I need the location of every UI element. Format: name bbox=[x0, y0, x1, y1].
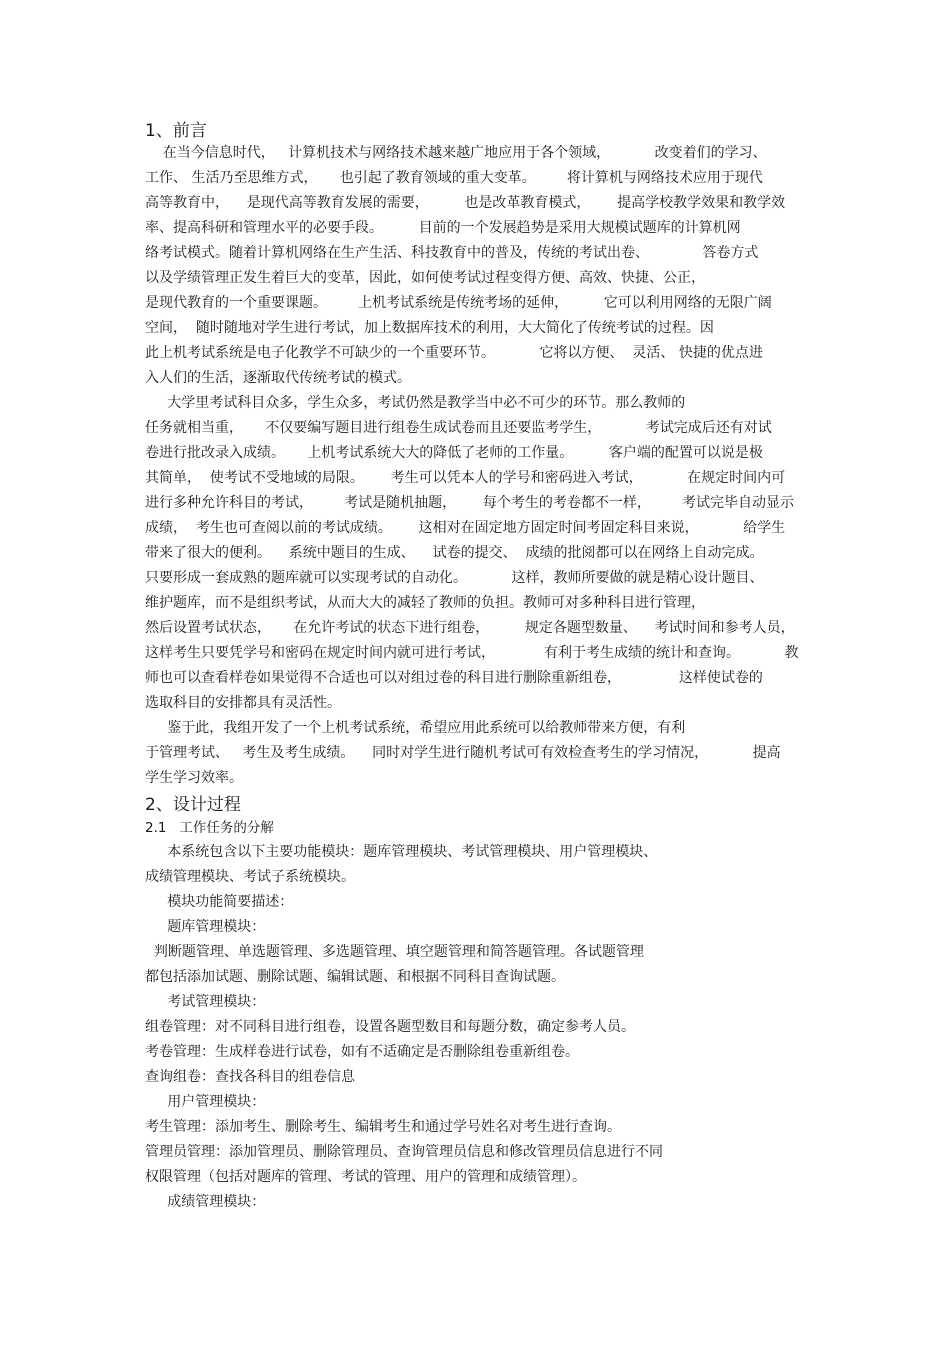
paragraph-line: 考生管理：添加考生、删除考生、编辑考生和通过学号姓名对考生进行查询。 bbox=[145, 1119, 621, 1135]
paragraph-line: 学生学习效率。 bbox=[145, 770, 243, 786]
subsection-heading-task-decomposition: 2.1 工作任务的分解 bbox=[145, 820, 274, 836]
paragraph-line: 于管理考试、 考生及考生成绩。 同时对学生进行随机考试可有效检查考生的学习情况， 提高 bbox=[145, 745, 781, 761]
paragraph-line: 都包括添加试题、删除试题、编辑试题、和根据不同科目查询试题。 bbox=[145, 969, 565, 985]
paragraph-line: 只要形成一套成熟的题库就可以实现考试的自动化。 这样，教师所要做的就是精心设计题目、 bbox=[145, 570, 764, 586]
paragraph-line: 模块功能简要描述： bbox=[145, 894, 294, 910]
paragraph-line: 络考试模式。随着计算机网络在生产生活、科技教育中的普及，传统的考试出卷、 答卷方式 bbox=[145, 245, 759, 261]
paragraph-line: 成绩管理模块、考试子系统模块。 bbox=[145, 869, 355, 885]
paragraph-line: 工作、 生活乃至思维方式， 也引起了教育领域的重大变革。 将计算机与网络技术应用于现代 bbox=[145, 170, 763, 186]
paragraph-line: 本系统包含以下主要功能模块：题库管理模块、考试管理模块、用户管理模块、 bbox=[145, 844, 658, 860]
paragraph-line: 用户管理模块： bbox=[145, 1094, 266, 1110]
paragraph-line: 考试管理模块： bbox=[145, 994, 266, 1010]
paragraph-line: 组卷管理：对不同科目进行组卷，设置各题型数目和每题分数，确定参考人员。 bbox=[145, 1019, 635, 1035]
paragraph-line: 此上机考试系统是电子化教学不可缺少的一个重要环节。 它将以方便、 灵活、 快捷的优点进 bbox=[145, 345, 763, 361]
paragraph-line: 鉴于此，我组开发了一个上机考试系统，希望应用此系统可以给教师带来方便，有利 bbox=[145, 720, 686, 736]
paragraph-line: 考卷管理：生成样卷进行试卷，如有不适确定是否删除组卷重新组卷。 bbox=[145, 1044, 579, 1060]
paragraph-line: 然后设置考试状态， 在允许考试的状态下进行组卷， 规定各题型数量、 考试时间和参考人员， bbox=[145, 620, 795, 636]
paragraph-line: 带来了很大的便利。 系统中题目的生成、 试卷的提交、 成绩的批阅都可以在网络上自动完成。 bbox=[145, 545, 764, 561]
paragraph-line: 维护题库，而不是组织考试，从而大大的减轻了教师的负担。教师可对多种科目进行管理， bbox=[145, 595, 705, 611]
paragraph-line: 判断题管理、单选题管理、多选题管理、填空题管理和简答题管理。各试题管理 bbox=[145, 944, 644, 960]
paragraph-line: 以及学绩管理正发生着巨大的变革，因此，如何使考试过程变得方便、高效、快捷、公正， bbox=[145, 270, 705, 286]
paragraph-line: 在当今信息时代， 计算机技术与网络技术越来越广地应用于各个领域， 改变着们的学习、 bbox=[145, 145, 767, 161]
paragraph-line: 空间， 随时随地对学生进行考试，加上数据库技术的利用，大大简化了传统考试的过程。因 bbox=[145, 320, 714, 336]
paragraph-line: 这样考生只要凭学号和密码在规定时间内就可进行考试， 有利于考生成绩的统计和查询。 教 bbox=[145, 645, 799, 661]
paragraph-line: 高等教育中， 是现代高等教育发展的需要， 也是改革教育模式， 提高学校教学效果和教学效 bbox=[145, 195, 786, 211]
paragraph-line: 题库管理模块： bbox=[145, 919, 266, 935]
paragraph-line: 成绩管理模块： bbox=[145, 1194, 266, 1210]
paragraph-line: 率、提高科研和管理水平的必要手段。 目前的一个发展趋势是采用大规模试题库的计算机网 bbox=[145, 220, 741, 236]
paragraph-line: 任务就相当重， 不仅要编写题目进行组卷生成试卷而且还要监考学生， 考试完成后还有对试 bbox=[145, 420, 772, 436]
paragraph-line: 选取科目的安排都具有灵活性。 bbox=[145, 695, 341, 711]
paragraph-line: 其简单， 使考试不受地域的局限。 考生可以凭本人的学号和密码进入考试， 在规定时间内可 bbox=[145, 470, 786, 486]
paragraph-line: 入人们的生活，逐渐取代传统考试的模式。 bbox=[145, 370, 411, 386]
paragraph-line: 成绩， 考生也可查阅以前的考试成绩。 这相对在固定地方固定时间考固定科目来说， 给学生 bbox=[145, 520, 786, 536]
section-heading-preface: 1、前言 bbox=[145, 121, 207, 141]
paragraph-line: 进行多种允许科目的考试， 考试是随机抽题， 每个考生的考卷都不一样， 考试完毕自动显示 bbox=[145, 495, 795, 511]
paragraph-line: 权限管理（包括对题库的管理、考试的管理、用户的管理和成绩管理）。 bbox=[145, 1169, 586, 1185]
paragraph-line: 是现代教育的一个重要课题。 上机考试系统是传统考场的延伸， 它可以利用网络的无限广阔 bbox=[145, 295, 772, 311]
paragraph-line: 管理员管理：添加管理员、删除管理员、查询管理员信息和修改管理员信息进行不同 bbox=[145, 1144, 663, 1160]
paragraph-line: 师也可以查看样卷如果觉得不合适也可以对组过卷的科目进行删除重新组卷， 这样使试卷的 bbox=[145, 670, 763, 686]
paragraph-line: 查询组卷：查找各科目的组卷信息 bbox=[145, 1069, 355, 1085]
paragraph-line: 大学里考试科目众多，学生众多，考试仍然是教学当中必不可少的环节。那么教师的 bbox=[145, 395, 686, 411]
section-heading-design: 2、设计过程 bbox=[145, 795, 241, 815]
paragraph-line: 卷进行批改录入成绩。 上机考试系统大大的降低了老师的工作量。 客户端的配置可以说是极 bbox=[145, 445, 763, 461]
